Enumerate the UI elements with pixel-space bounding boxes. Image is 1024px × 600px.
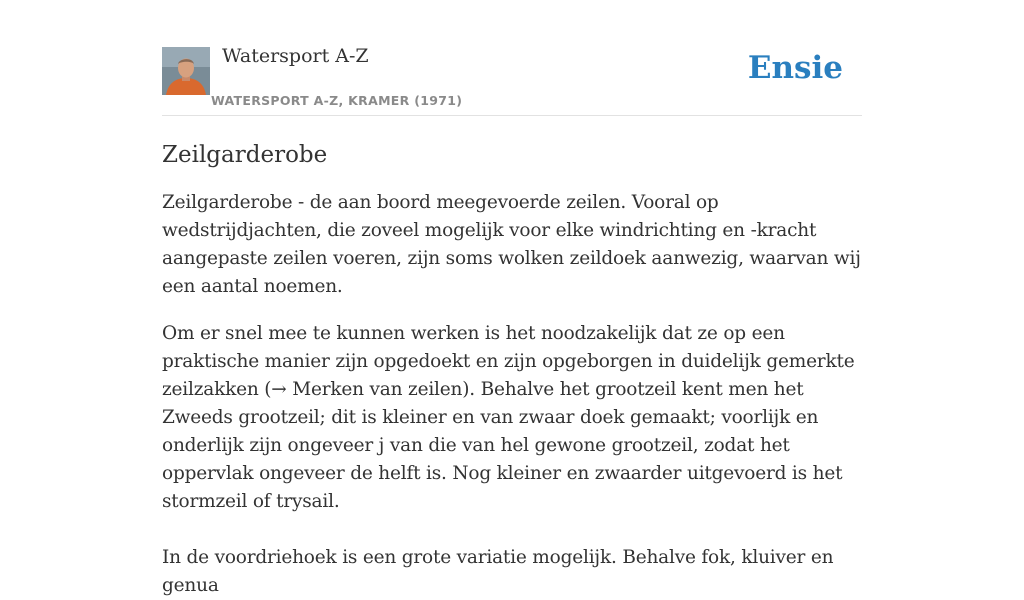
paragraph-1: Zeilgarderobe - de aan boord meegevoerde zeilen. Vooral op wedstrijdjachten, die zoveel mogelijk voor elke windrichting en -kracht aangepaste zeilen voeren, zijn soms wolken zeildoek aanwezig, waarvan wij een aantal noemen.: [162, 192, 861, 297]
brand-logo[interactable]: Ensie: [747, 50, 843, 86]
paragraph-2: Om er snel mee te kunnen werken is het noodzakelijk dat ze op een praktische manier zijn opgedoekt en zijn opgeborgen in duidelijk gemerkte zeilzakken (→ Merken van zeilen). Behalve het grootzeil kent men het Zweeds grootzeil; dit is kleiner en van zwaar doek gemaakt; voorlijk en onderlijk zijn ongeveer j van die van hel gewone grootzeil, zodat het oppervlak ongeveer de helft is. Nog kleiner en zwaarder uitgevoerd is het stormzeil of trysail.: [162, 323, 855, 512]
paragraph-3: In de voordriehoek is een grote variatie mogelijk. Behalve fok, kluiver en genua: [162, 547, 834, 596]
source-title[interactable]: Watersport A-Z: [222, 45, 369, 67]
source-subtitle[interactable]: WATERSPORT A-Z, KRAMER (1971): [211, 93, 463, 108]
person-photo-icon: [162, 47, 210, 95]
entry-title: Zeilgarderobe: [162, 142, 328, 168]
header-divider: [162, 115, 862, 116]
article: [162, 138, 862, 600]
avatar[interactable]: [162, 47, 210, 95]
source-header: [162, 46, 862, 116]
